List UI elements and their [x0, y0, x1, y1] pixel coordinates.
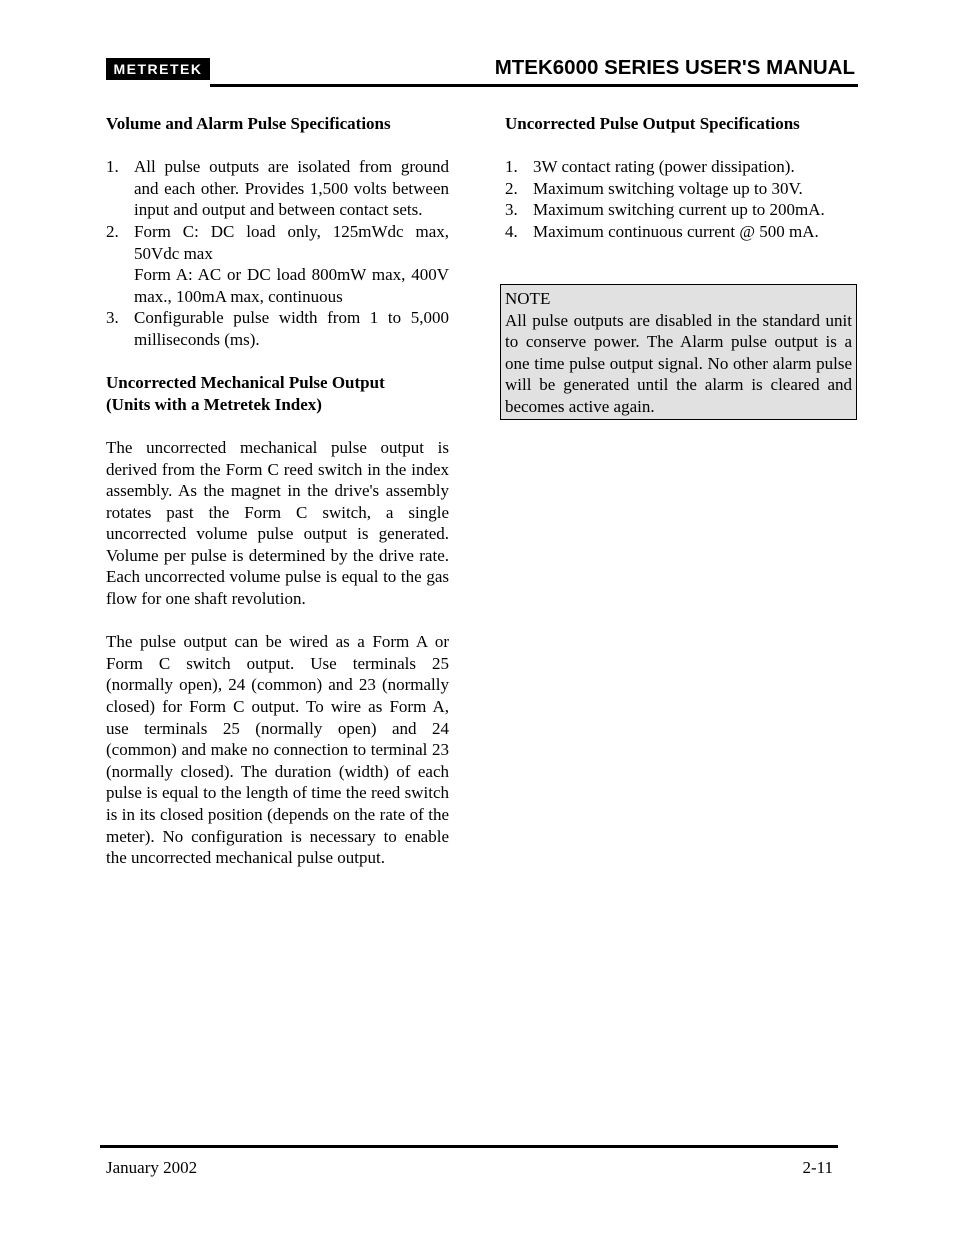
list-item-text: All pulse outputs are isolated from ground and each other. Provides 1,500 volts between input and output and between contact sets.: [134, 157, 449, 220]
list-item: [505, 178, 857, 200]
list-item-number: 3.: [106, 308, 119, 328]
list-item-text: Configurable pulse width from 1 to 5,000 milliseconds (ms).: [134, 308, 449, 349]
note-body: All pulse outputs are disabled in the standard unit to conserve power. The Alarm pulse output is a one time pulse output signal. No other alarm pulse will be generated until the alarm is cleared and becomes active again.: [505, 310, 852, 416]
header-divider: [210, 84, 858, 87]
manual-title: MTEK6000 SERIES USER'S MANUAL: [494, 56, 855, 79]
footer-divider: [100, 1145, 838, 1148]
body-paragraph: The pulse output can be wired as a Form A or Form C switch output. Use terminals 25 (normally open), 24 (common) and 23 (normally closed) for Form C output. To wire as Form A, use terminals 25 (normally open) and 24 (common) and make no connection to terminal 23 (normally closed). The duration (width) of each pulse is equal to the length of time the reed switch is in its closed position (depends on the rate of the meter). No configuration is necessary to enable the uncorrected mechanical pulse output.: [106, 632, 449, 868]
list-item-text: Form A: AC or DC load 800mW max, 400V max., 100mA max, continuous: [134, 265, 449, 306]
uncorrected-pulse-list: [505, 156, 857, 242]
list-item: [106, 307, 449, 350]
list-item-text-block: [134, 221, 449, 307]
list-item: [505, 221, 857, 243]
list-item-text: Maximum continuous current @ 500 mA.: [533, 221, 819, 241]
left-column: [106, 113, 449, 869]
list-item-number: 2.: [505, 178, 518, 198]
list-item-number: 1.: [106, 157, 119, 177]
mechanical-pulse-heading: Uncorrected Mechanical Pulse Output: [106, 373, 385, 393]
list-item: [106, 156, 449, 221]
volume-alarm-heading: Volume and Alarm Pulse Specifications: [106, 114, 391, 133]
list-item-text: Maximum switching voltage up to 30V.: [533, 178, 803, 198]
list-item-number: 1.: [505, 157, 518, 177]
list-item-text: Maximum switching current up to 200mA.: [533, 200, 825, 220]
list-item-text: 3W contact rating (power dissipation).: [533, 157, 795, 177]
list-item: [505, 199, 857, 221]
volume-alarm-list: [106, 156, 449, 350]
list-item-number: 2.: [106, 221, 119, 241]
mechanical-pulse-subheading: (Units with a Metretek Index): [106, 394, 322, 414]
list-item: [505, 156, 857, 178]
footer-date: January 2002: [106, 1158, 198, 1177]
body-paragraph: The uncorrected mechanical pulse output is derived from the Form C reed switch in the index assembly. As the magnet in the drive's assembly rotates past the Form C switch, a single uncorrected volume pulse output is generated. Volume per pulse is determined by the drive rate. Each uncorrected volume pulse is equal to the gas flow for one shaft revolution.: [106, 437, 449, 609]
list-item-number: 4.: [505, 221, 518, 241]
note-box: [500, 284, 857, 420]
note-title: NOTE: [505, 289, 551, 308]
list-item-text: Form C: DC load only, 125mWdc max, 50Vdc max: [134, 221, 449, 263]
metretek-logo: METRETEK: [106, 58, 210, 80]
page-number: 2-11: [802, 1158, 833, 1177]
uncorrected-pulse-heading: Uncorrected Pulse Output Specifications: [505, 114, 800, 133]
list-item: [106, 221, 449, 307]
right-column: [505, 113, 857, 243]
list-item-number: 3.: [505, 200, 518, 220]
